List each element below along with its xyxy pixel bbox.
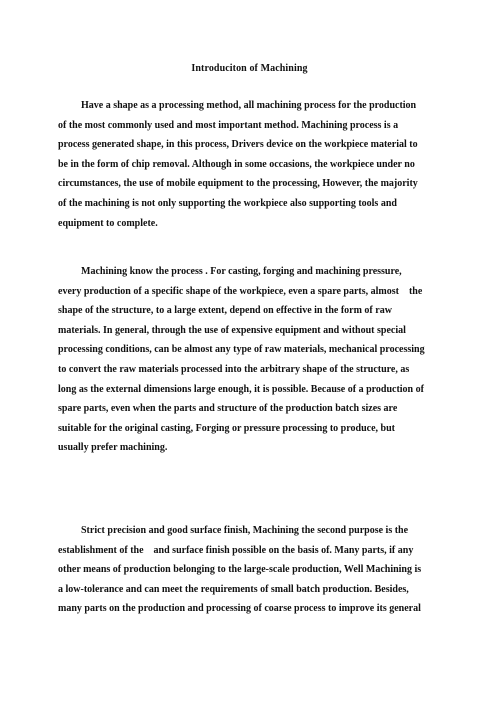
- paragraph-line: every production of a specific shape of the workpiece, even a spare parts, almost the: [58, 285, 423, 297]
- paragraph-line: Machining know the process . For casting, forging and machining pressure,: [81, 266, 402, 277]
- paragraph-line: to convert the raw materials processed into the arbitrary shape of the structure, as: [58, 363, 410, 375]
- paragraph-line: of the most commonly used and most important method. Machining process is a: [58, 119, 399, 131]
- paragraph-line: Strict precision and good surface finish, Machining the second purpose is the: [81, 525, 409, 536]
- paragraph-line: materials. In general, through the use of expensive equipment and without special: [58, 324, 406, 336]
- paragraph-line: many parts on the production and processing of coarse process to improve its general: [58, 603, 421, 615]
- paragraph-line: circumstances, the use of mobile equipment to the processing, However, the majority: [58, 178, 418, 190]
- paragraph-2: [58, 262, 444, 458]
- paragraph-3: [58, 521, 444, 619]
- paragraph-line: shape of the structure, to a large extent, depend on effective in the form of raw: [58, 305, 392, 317]
- paragraph-line: spare parts, even when the parts and structure of the production batch sizes are: [58, 403, 398, 415]
- paragraph-line: long as the external dimensions large enough, it is possible. Because of a production of: [58, 383, 424, 395]
- paragraph-line: Have a shape as a processing method, all machining process for the production: [81, 100, 417, 111]
- paragraph-line: equipment to complete.: [58, 217, 158, 229]
- paragraph-line: a low-tolerance and can meet the requirements of small batch production. Besides,: [58, 583, 409, 595]
- paragraph-1: [58, 96, 444, 233]
- paragraph-line: suitable for the original casting, Forging or pressure processing to produce, but: [58, 422, 395, 434]
- paragraph-line: establishment of the and surface finish possible on the basis of. Many parts, if any: [58, 544, 414, 556]
- document-title: Introduciton of Machining: [191, 63, 308, 74]
- paragraph-line: other means of production belonging to the large-scale production, Well Machining is: [58, 564, 422, 576]
- paragraph-line: usually prefer machining.: [58, 442, 168, 454]
- paragraph-line: be in the form of chip removal. Although in some occasions, the workpiece under no: [58, 158, 415, 170]
- paragraph-line: processing conditions, can be almost any type of raw materials, mechanical processing: [58, 344, 425, 356]
- paragraph-line: process generated shape, in this process, Drivers device on the workpiece material to: [58, 139, 418, 151]
- paragraph-line: of the machining is not only supporting the workpiece also supporting tools and: [58, 197, 397, 209]
